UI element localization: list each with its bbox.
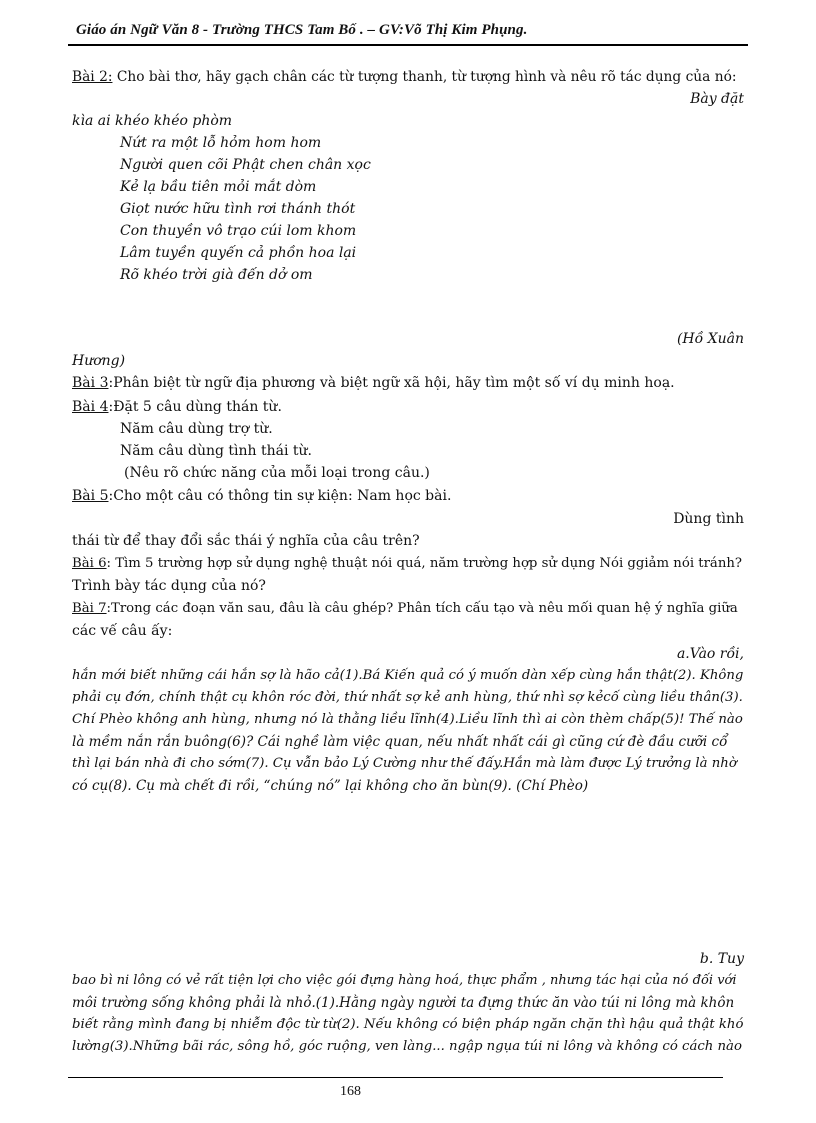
header-rule	[68, 44, 748, 46]
poem-line-8: Rõ khéo trời già đến dở om	[120, 267, 313, 283]
exercise-4-label: Bài 4	[72, 399, 109, 415]
exercise-7-cont: các vế câu ấy:	[72, 623, 173, 639]
footer-rule	[68, 1077, 723, 1078]
exercise-6-cont: Trình bày tác dụng của nó?	[72, 578, 266, 594]
passage-a-line-4: là mềm nắn rắn buông(6)? Cái nghề làm việc quan, nếu nhất nhất cái gì cũng cứ đè đầu cưỡi cổ	[72, 734, 728, 750]
exercise-4-line-2: Năm câu dùng tình thái từ.	[120, 443, 312, 459]
exercise-5-right: Dùng tình	[673, 511, 744, 527]
poem-line-1: kìa ai khéo khéo phòm	[72, 113, 233, 129]
poem-line-6: Con thuyền vô trạo cúi lom khom	[120, 223, 357, 239]
exercise-3-text: :Phân biệt từ ngữ địa phương và biệt ngữ xã hội, hãy tìm một số ví dụ minh hoạ.	[108, 375, 675, 391]
poem-author-left: Hương)	[72, 353, 126, 369]
exercise-6-text: : Tìm 5 trường hợp sử dụng nghệ thuật nói quá, năm trường hợp sử dụng Nói ggiảm nói tránh?	[106, 556, 743, 571]
exercise-2-prompt	[72, 68, 736, 86]
exercise-5-cont: thái từ để thay đổi sắc thái ý nghĩa của câu trên?	[72, 533, 420, 549]
poem-right-fragment: Bày đặt	[690, 91, 744, 107]
poem-line-4: Kẻ lạ bầu tiên mỏi mắt dòm	[120, 179, 317, 195]
exercise-5-prompt	[72, 487, 451, 505]
page-header-title: Giáo án Ngữ Văn 8 - Trường THCS Tam Bố . – GV:Võ Thị Kim Phụng.	[76, 22, 528, 38]
passage-a-line-2: phải cụ đớn, chính thật cụ khôn róc đời, thứ nhất sợ kẻ anh hùng, thứ nhì sợ kẻcố cùng liều thân(3).	[72, 690, 743, 705]
page-number: 168	[340, 1084, 361, 1099]
exercise-4-prompt	[72, 398, 282, 416]
exercise-5-text: :Cho một câu có thông tin sự kiện: Nam học bài.	[108, 488, 452, 504]
poem-line-2: Nứt ra một lỗ hỏm hom hom	[120, 135, 322, 151]
poem-author-right: (Hồ Xuân	[676, 331, 744, 347]
exercise-6-label: Bài 6	[72, 556, 107, 571]
passage-b-line-2: môi trường sống không phải là nhỏ.(1).Hằng ngày người ta đựng thức ăn vào túi ni lông mà khôn	[72, 995, 735, 1011]
exercise-4-line-3: (Nêu rõ chức năng của mỗi loại trong câu.)	[124, 465, 430, 481]
passage-a-line-6: có cụ(8). Cụ mà chết đi rồi, “chúng nó” lại không cho ăn bùn(9). (Chí Phèo)	[72, 778, 589, 794]
exercise-7-text: :Trong các đoạn văn sau, đâu là câu ghép? Phân tích cấu tạo và nêu mối quan hệ ý nghĩa giữa	[106, 601, 738, 616]
exercise-4-line-1: Năm câu dùng trợ từ.	[120, 421, 273, 437]
exercise-2-label: Bài 2:	[72, 69, 113, 85]
exercise-7-label: Bài 7	[72, 601, 107, 616]
exercise-5-label: Bài 5	[72, 488, 109, 504]
exercise-2-text: Cho bài thơ, hãy gạch chân các từ tượng thanh, từ tượng hình và nêu rõ tác dụng của nó:	[112, 69, 737, 85]
passage-b-line-4: lường(3).Những bãi rác, sông hồ, góc ruộng, ven làng... ngập ngụa túi ni lông và không có cách nào	[72, 1039, 742, 1054]
passage-b-line-3: biết rằng mình đang bị nhiễm độc từ từ(2). Nếu không có biện pháp ngăn chặn thì hậu quả thật khó	[72, 1017, 744, 1032]
passage-a-line-5: thì lại bán nhà đi cho sớm(7). Cụ vẫn bảo Lý Cường như thế đấy.Hắn mà làm được Lý trưởng là nhờ	[72, 756, 737, 771]
exercise-3-prompt	[72, 374, 675, 392]
exercise-6-prompt	[72, 555, 742, 573]
exercise-4-text: :Đặt 5 câu dùng thán từ.	[108, 399, 282, 415]
passage-a-line-3: Chí Phèo không anh hùng, nhưng nó là thằng liều lĩnh(4).Liều lĩnh thì ai còn thèm chấp(5)! Thế nào	[72, 712, 743, 727]
passage-b-start: b. Tuy	[699, 951, 744, 967]
exercise-7-prompt	[72, 600, 738, 618]
poem-line-5: Giọt nước hữu tình rơi thánh thót	[120, 201, 356, 217]
passage-b-line-1: bao bì ni lông có vẻ rất tiện lợi cho việc gói đựng hàng hoá, thực phẩm , nhưng tác hại của nó đối với	[72, 973, 737, 988]
poem-line-7: Lâm tuyền quyến cả phồn hoa lại	[120, 245, 357, 261]
exercise-3-label: Bài 3	[72, 375, 109, 391]
passage-a-start: a.Vào rồi,	[676, 646, 744, 662]
poem-line-3: Người quen cõi Phật chen chân xọc	[120, 157, 371, 173]
passage-a-line-1: hắn mới biết những cái hắn sợ là hão cả(1).Bá Kiến quả có ý muốn dàn xếp cùng hắn thật(2). Không	[72, 668, 744, 683]
